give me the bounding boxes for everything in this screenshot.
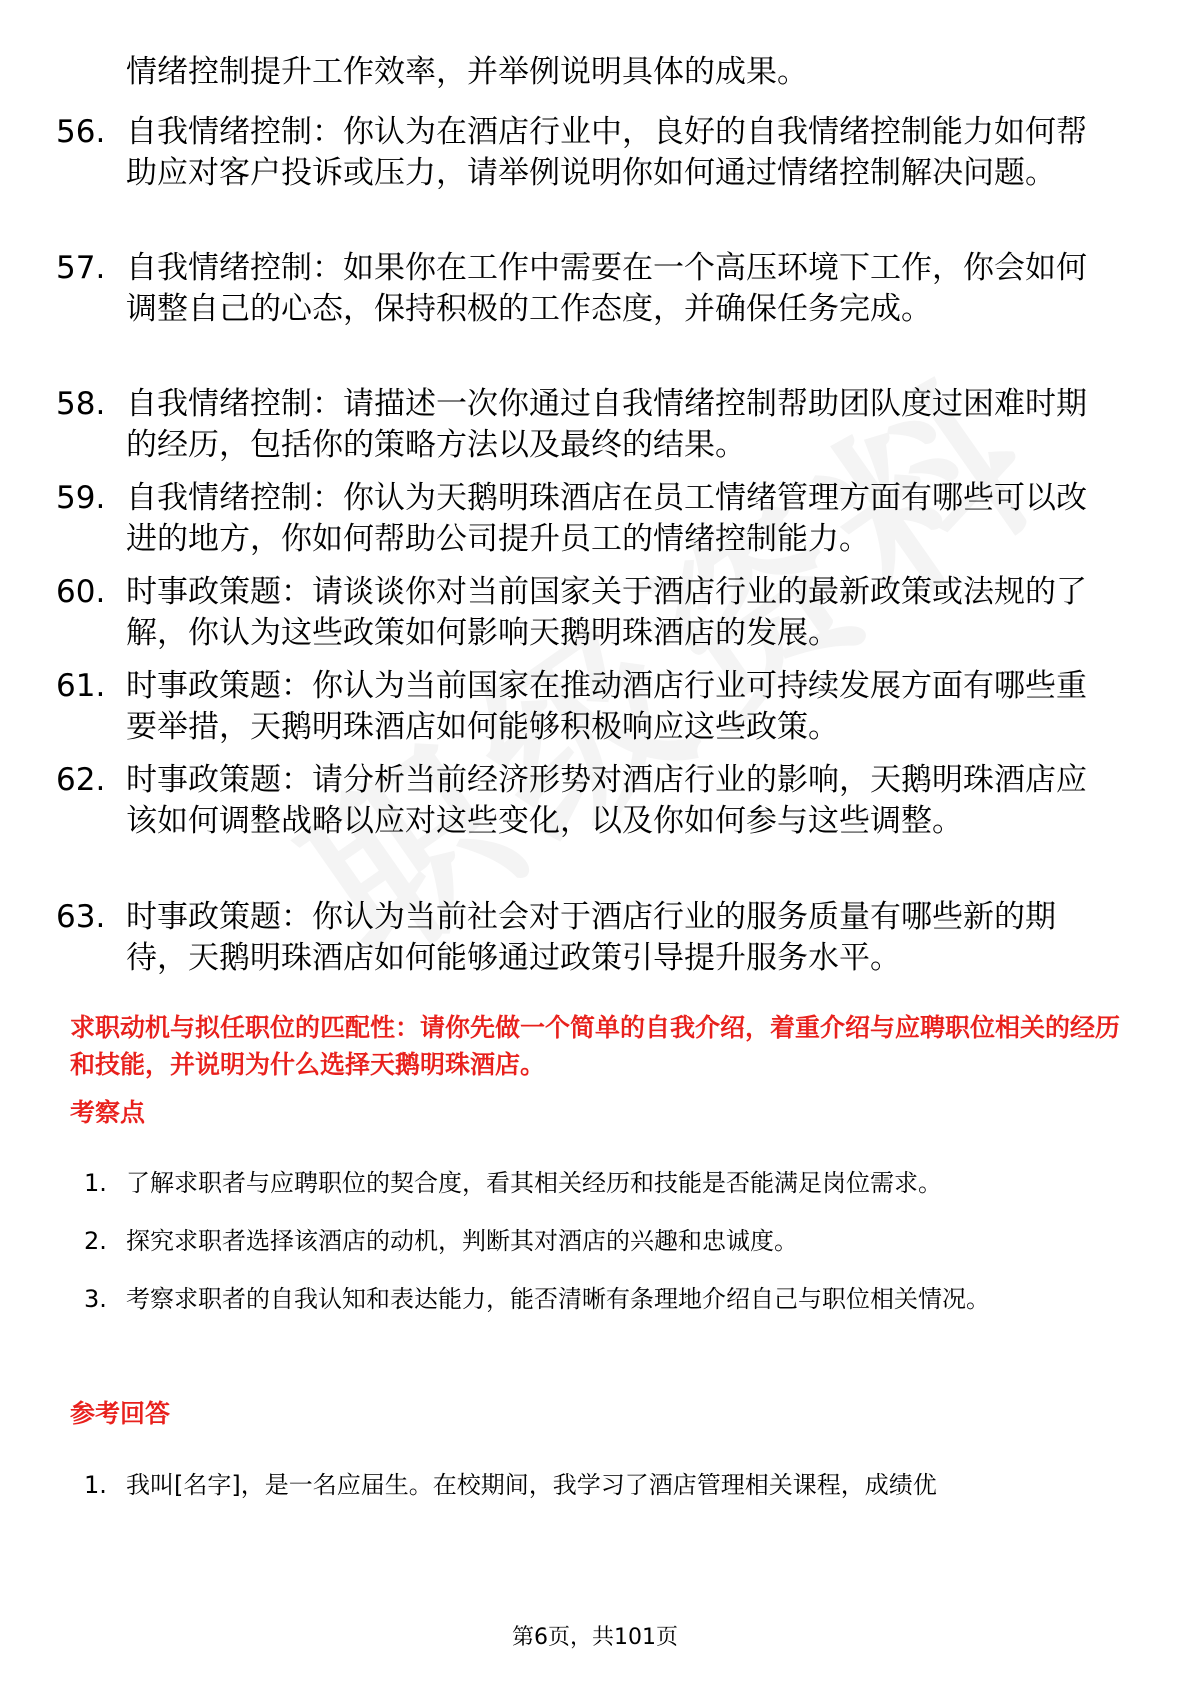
question-text: 自我情绪控制：你认为天鹅明珠酒店在员工情绪管理方面有哪些可以改进的地方，你如何帮助公司提升员工的情绪控制能力。 — [126, 480, 1087, 557]
question-item — [56, 478, 1106, 560]
question-text: 时事政策题：请谈谈你对当前国家关于酒店行业的最新政策或法规的了解，你认为这些政策如何影响天鹅明珠酒店的发展。 — [126, 574, 1087, 651]
question-number: 56. — [56, 114, 106, 150]
question-number: 61. — [56, 668, 106, 704]
reference-item — [84, 1456, 1114, 1514]
question-text: 自我情绪控制：如果你在工作中需要在一个高压环境下工作，你会如何调整自己的心态，保持积极的工作态度，并确保任务完成。 — [126, 250, 1087, 327]
question-text: 时事政策题：你认为当前社会对于酒店行业的服务质量有哪些新的期待，天鹅明珠酒店如何能够通过政策引导提升服务水平。 — [126, 899, 1056, 976]
question-text: 自我情绪控制：你认为在酒店行业中，良好的自我情绪控制能力如何帮助应对客户投诉或压力，请举例说明你如何通过情绪控制解决问题。 — [126, 114, 1087, 191]
question-item — [56, 897, 1106, 979]
question-number: 63. — [56, 899, 106, 935]
item-text: 了解求职者与应聘职位的契合度，看其相关经历和技能是否能满足岗位需求。 — [126, 1169, 942, 1197]
question-item — [56, 384, 1106, 466]
question-number: 60. — [56, 574, 106, 610]
item-text: 探究求职者选择该酒店的动机，判断其对酒店的兴趣和忠诚度。 — [126, 1227, 798, 1255]
item-text: 我叫[名字]，是一名应届生。在校期间，我学习了酒店管理相关课程，成绩优 — [126, 1471, 937, 1499]
assessment-item — [84, 1212, 1114, 1270]
assessment-item — [84, 1154, 1114, 1212]
assessment-label: 考察点 — [70, 1098, 146, 1127]
item-text: 考察求职者的自我认知和表达能力，能否清晰有条理地介绍自己与职位相关情况。 — [126, 1285, 990, 1313]
question-number: 62. — [56, 762, 106, 798]
page-footer: 第6页，共101页 — [512, 1625, 678, 1650]
continuation-text: 情绪控制提升工作效率，并举例说明具体的成果。 — [126, 54, 808, 90]
question-item — [56, 572, 1106, 654]
question-item — [56, 112, 1106, 194]
question-number: 57. — [56, 250, 106, 286]
item-number: 2. — [84, 1227, 107, 1255]
item-number: 1. — [84, 1169, 107, 1197]
question-text: 时事政策题：请分析当前经济形势对酒店行业的影响，天鹅明珠酒店应该如何调整战略以应对这些变化，以及你如何参与这些调整。 — [126, 762, 1087, 839]
question-text: 自我情绪控制：请描述一次你通过自我情绪控制帮助团队度过困难时期的经历，包括你的策略方法以及最终的结果。 — [126, 386, 1087, 463]
item-number: 3. — [84, 1285, 107, 1313]
question-text: 时事政策题：你认为当前国家在推动酒店行业可持续发展方面有哪些重要举措，天鹅明珠酒店如何能够积极响应这些政策。 — [126, 668, 1087, 745]
question-number: 58. — [56, 386, 106, 422]
reference-label: 参考回答 — [70, 1399, 171, 1428]
question-number: 59. — [56, 480, 106, 516]
item-number: 1. — [84, 1471, 107, 1499]
highlight-question: 求职动机与拟任职位的匹配性：请你先做一个简单的自我介绍，着重介绍与应聘职位相关的经历和技能，并说明为什么选择天鹅明珠酒店。 — [70, 1013, 1121, 1079]
question-item — [56, 248, 1106, 330]
assessment-item — [84, 1270, 1114, 1328]
question-item — [56, 760, 1106, 842]
question-item — [56, 666, 1106, 748]
